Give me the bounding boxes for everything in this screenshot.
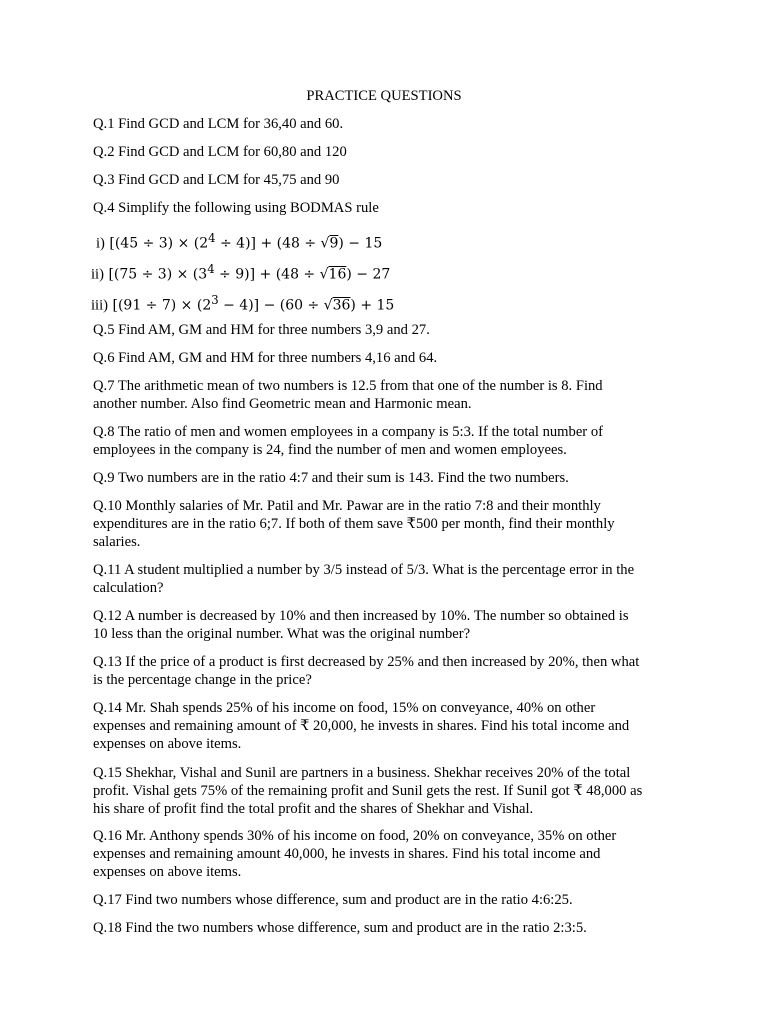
expression-part: ) − 27 — [346, 266, 391, 283]
question-line: Q.13 If the price of a product is first decreased by 25% and then increased by 20%, then what — [93, 654, 640, 670]
question-10 — [93, 497, 683, 551]
expression-label: ii) — [91, 266, 104, 283]
question-line: Q.11 A student multiplied a number by 3/5 instead of 5/3. What is the percentage error in the — [93, 562, 635, 578]
question-line: expenses and remaining amount 40,000, he invests in shares. Find his total income and — [93, 846, 601, 862]
question-16 — [93, 827, 683, 881]
question-line: Q.8 The ratio of men and women employees in a company is 5:3. If the total number of — [93, 424, 603, 440]
question-line: expenses on above items. — [93, 736, 242, 752]
question-14 — [93, 699, 683, 753]
question-line: Q.7 The arithmetic mean of two numbers is 12.5 from that one of the number is 8. Find — [93, 378, 603, 394]
question-15 — [93, 764, 683, 818]
question-line: expenditures are in the ratio 6;7. If both of them save ₹500 per month, find their monthly — [93, 516, 615, 532]
page-title: PRACTICE QUESTIONS — [306, 88, 462, 104]
expression-part: ) − 15 — [338, 235, 383, 252]
question-17: Q.17 Find two numbers whose difference, sum and product are in the ratio 4:6:25. — [93, 892, 573, 908]
question-line: his share of profit find the total profit and the shares of Shekhar and Vishal. — [93, 801, 534, 817]
question-line: another number. Also find Geometric mean and Harmonic mean. — [93, 396, 472, 412]
expression-iii — [91, 290, 394, 316]
question-1: Q.1 Find GCD and LCM for 36,40 and 60. — [93, 116, 344, 132]
exponent: 4 — [208, 231, 216, 245]
question-4: Q.4 Simplify the following using BODMAS rule — [93, 200, 379, 216]
question-13 — [93, 653, 683, 689]
exponent: 4 — [207, 262, 215, 276]
question-line: Q.16 Mr. Anthony spends 30% of his income on food, 20% on conveyance, 35% on other — [93, 828, 617, 844]
question-2: Q.2 Find GCD and LCM for 60,80 and 120 — [93, 144, 347, 160]
question-line: 10 less than the original number. What was the original number? — [93, 626, 471, 642]
question-line: salaries. — [93, 534, 141, 550]
question-line: Q.15 Shekhar, Vishal and Sunil are partners in a business. Shekhar receives 20% of the total — [93, 765, 631, 781]
question-18: Q.18 Find the two numbers whose difference, sum and product are in the ratio 2:3:5. — [93, 920, 587, 936]
expression-part: ) + 15 — [350, 297, 395, 314]
radicand: 36 — [332, 297, 351, 314]
expression-part: [(91 ÷ 7) × (2 — [112, 297, 212, 314]
question-12 — [93, 607, 683, 643]
question-line: profit. Vishal gets 75% of the remaining profit and Sunil gets the rest. If Sunil got ₹ 48,000 as — [93, 783, 643, 799]
question-7 — [93, 377, 683, 413]
question-line: is the percentage change in the price? — [93, 672, 312, 688]
exponent: 3 — [211, 293, 219, 307]
question-line: calculation? — [93, 580, 164, 596]
question-line: Q.14 Mr. Shah spends 25% of his income on food, 15% on conveyance, 40% on other — [93, 700, 596, 716]
expression-part: − 4)] − (60 ÷ √ — [218, 297, 333, 314]
expression-i — [96, 228, 382, 254]
question-5: Q.5 Find AM, GM and HM for three numbers 3,9 and 27. — [93, 322, 430, 338]
expression-part: ÷ 9)] + (48 ÷ √ — [214, 266, 329, 283]
expression-label: iii) — [91, 297, 109, 314]
question-11 — [93, 561, 683, 597]
question-3: Q.3 Find GCD and LCM for 45,75 and 90 — [93, 172, 340, 188]
radicand: 16 — [328, 266, 347, 283]
question-line: expenses and remaining amount of ₹ 20,000, he invests in shares. Find his total income and — [93, 718, 630, 734]
question-6: Q.6 Find AM, GM and HM for three numbers 4,16 and 64. — [93, 350, 438, 366]
question-line: Q.10 Monthly salaries of Mr. Patil and Mr. Pawar are in the ratio 7:8 and their monthly — [93, 498, 601, 514]
expression-label: i) — [96, 235, 105, 252]
question-line: Q.12 A number is decreased by 10% and then increased by 10%. The number so obtained is — [93, 608, 629, 624]
question-8 — [93, 423, 683, 459]
radicand: 9 — [329, 235, 339, 252]
question-9: Q.9 Two numbers are in the ratio 4:7 and their sum is 143. Find the two numbers. — [93, 470, 569, 486]
question-line: expenses on above items. — [93, 864, 242, 880]
expression-part: [(75 ÷ 3) × (3 — [108, 266, 208, 283]
question-line: employees in the company is 24, find the number of men and women employees. — [93, 442, 567, 458]
expression-ii — [91, 259, 390, 285]
expression-part: [(45 ÷ 3) × (2 — [109, 235, 209, 252]
expression-part: ÷ 4)] + (48 ÷ √ — [215, 235, 330, 252]
